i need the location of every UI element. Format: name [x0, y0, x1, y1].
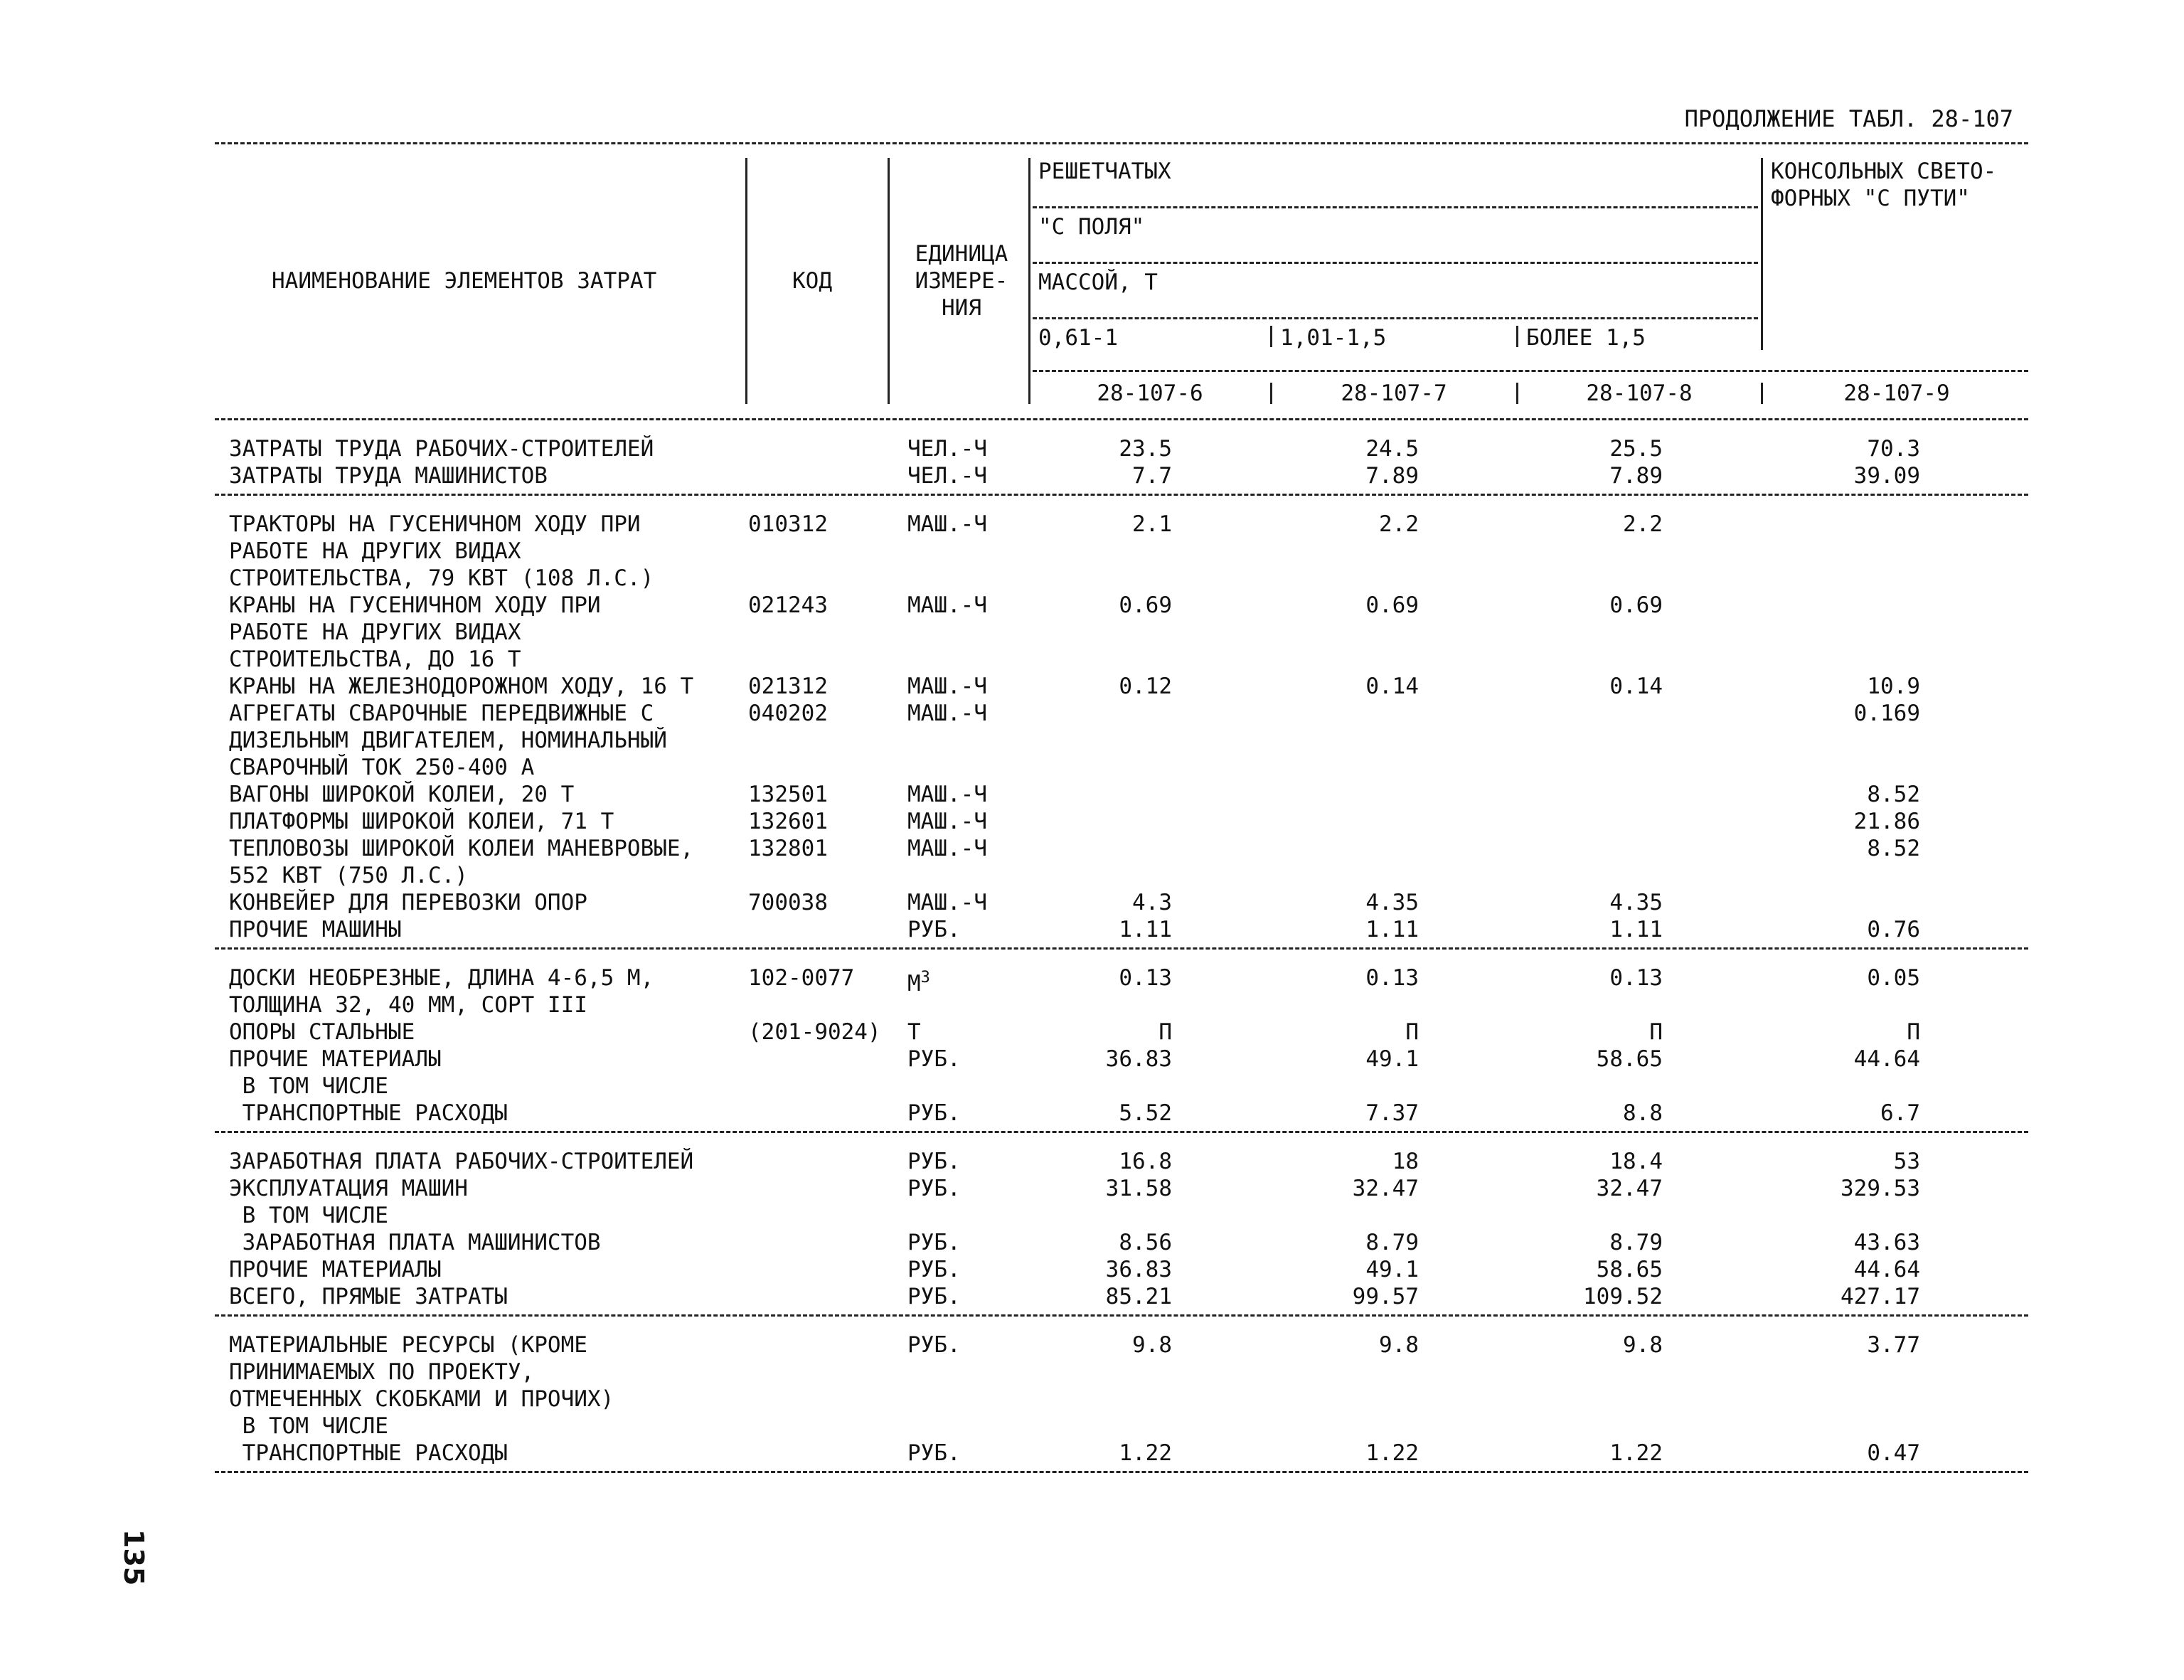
row-name-line: ПЛАТФОРМЫ ШИРОКОЙ КОЛЕИ, 71 Т — [229, 809, 614, 834]
row-unit: РУБ. — [907, 1440, 961, 1466]
section-rule — [215, 494, 2028, 496]
row-name-line: ПРОЧИЕ МАТЕРИАЛЫ — [229, 1257, 442, 1282]
header-group-console: ФОРНЫХ "С ПУТИ" — [1771, 186, 1970, 211]
row-code: 132501 — [748, 782, 828, 807]
row-value-8: 18.4 — [1609, 1149, 1663, 1174]
row-value-7: 4.35 — [1365, 890, 1419, 915]
row-name-line: ЗАРАБОТНАЯ ПЛАТА МАШИНИСТОВ — [229, 1230, 601, 1255]
row-code: 102-0077 — [748, 965, 855, 991]
row-name-line: ВСЕГО, ПРЯМЫЕ ЗАТРАТЫ — [229, 1284, 508, 1309]
row-value-7: 0.13 — [1365, 965, 1419, 991]
row-value-7: 18 — [1392, 1149, 1419, 1174]
row-value-9: П — [1907, 1019, 1920, 1045]
row-value-9: 8.52 — [1867, 782, 1920, 807]
section-rule — [215, 947, 2028, 950]
row-value-6: 36.83 — [1105, 1046, 1172, 1072]
row-name-line: В ТОМ ЧИСЛЕ — [229, 1413, 388, 1439]
section-rule — [215, 1131, 2028, 1133]
row-code: 021243 — [748, 592, 828, 618]
row-value-6: 7.7 — [1132, 463, 1172, 489]
section-rule — [215, 1314, 2028, 1317]
header-unit-line: ЕДИНИЦА — [915, 241, 1008, 267]
row-unit: РУБ. — [907, 1284, 961, 1309]
row-value-7: 9.8 — [1379, 1332, 1419, 1358]
header-separator — [745, 158, 747, 404]
row-value-6: 2.1 — [1132, 511, 1172, 537]
row-name-line: ЭКСПЛУАТАЦИЯ МАШИН — [229, 1176, 468, 1201]
row-value-7: 0.69 — [1365, 592, 1419, 618]
header-separator — [1761, 383, 1763, 404]
row-unit: МАШ.-Ч — [907, 592, 987, 618]
row-value-7: 7.37 — [1365, 1100, 1419, 1126]
row-value-8: 2.2 — [1623, 511, 1663, 537]
row-value-7: 49.1 — [1365, 1257, 1419, 1282]
header-group-console: КОНСОЛЬНЫХ СВЕТО- — [1771, 159, 1997, 184]
row-name-line: 552 КВТ (750 Л.С.) — [229, 863, 468, 888]
row-name-line: В ТОМ ЧИСЛЕ — [229, 1203, 388, 1228]
row-value-7: П — [1405, 1019, 1419, 1045]
row-value-6: 23.5 — [1119, 436, 1172, 462]
header-code-cell: 28-107-9 — [1843, 381, 1950, 406]
row-value-9: 6.7 — [1880, 1100, 1920, 1126]
row-value-8: 9.8 — [1623, 1332, 1663, 1358]
row-name-line: РАБОТЕ НА ДРУГИХ ВИДАХ — [229, 538, 521, 564]
header-mass-range: 1,01-1,5 — [1280, 325, 1387, 351]
row-unit: МАШ.-Ч — [907, 836, 987, 861]
row-name-line: РАБОТЕ НА ДРУГИХ ВИДАХ — [229, 620, 521, 645]
row-unit: МАШ.-Ч — [907, 511, 987, 537]
header-separator — [1028, 158, 1030, 404]
row-code: 700038 — [748, 890, 828, 915]
row-value-7: 1.11 — [1365, 917, 1419, 942]
row-value-9: 10.9 — [1867, 674, 1920, 699]
header-separator — [1516, 326, 1518, 347]
header-code-column: КОД — [792, 268, 832, 294]
row-code: (201-9024) — [748, 1019, 881, 1045]
row-value-7: 49.1 — [1365, 1046, 1419, 1072]
row-value-8: 109.52 — [1583, 1284, 1663, 1309]
row-value-6: 0.69 — [1119, 592, 1172, 618]
row-name-line: МАТЕРИАЛЬНЫЕ РЕСУРСЫ (КРОМЕ — [229, 1332, 587, 1358]
row-name-line: ЗАТРАТЫ ТРУДА РАБОЧИХ-СТРОИТЕЛЕЙ — [229, 436, 654, 462]
row-value-9: 0.169 — [1853, 701, 1920, 726]
row-name-line: ПРОЧИЕ МАТЕРИАЛЫ — [229, 1046, 442, 1072]
row-value-6: 1.11 — [1119, 917, 1172, 942]
header-code-cell: 28-107-7 — [1341, 381, 1447, 406]
row-value-6: П — [1158, 1019, 1172, 1045]
header-separator — [888, 158, 890, 404]
row-name-line: ТРАКТОРЫ НА ГУСЕНИЧНОМ ХОДУ ПРИ — [229, 511, 641, 537]
row-value-6: 31.58 — [1105, 1176, 1172, 1201]
row-name-line: ОТМЕЧЕННЫХ СКОБКАМИ И ПРОЧИХ) — [229, 1386, 614, 1412]
header-group-field: "С ПОЛЯ" — [1038, 214, 1145, 240]
row-value-7: 7.89 — [1365, 463, 1419, 489]
row-unit: РУБ. — [907, 1149, 961, 1174]
row-value-7: 99.57 — [1352, 1284, 1419, 1309]
header-group-lattice: РЕШЕТЧАТЫХ — [1038, 159, 1171, 184]
section-rule — [215, 1471, 2028, 1473]
row-code: 010312 — [748, 511, 828, 537]
header-mass-range: 0,61-1 — [1038, 325, 1118, 351]
row-value-9: 21.86 — [1853, 809, 1920, 834]
section-rule — [215, 418, 2028, 420]
header-unit-line: ИЗМЕРЕ- — [915, 268, 1008, 294]
row-value-6: 0.13 — [1119, 965, 1172, 991]
row-unit: ЧЕЛ.-Ч — [907, 463, 987, 489]
row-value-8: 0.14 — [1609, 674, 1663, 699]
row-name-line: ТРАНСПОРТНЫЕ РАСХОДЫ — [229, 1100, 508, 1126]
row-value-9: 44.64 — [1853, 1257, 1920, 1282]
header-unit-line: НИЯ — [942, 295, 981, 321]
header-inner-rule — [1033, 262, 1758, 264]
row-value-9: 44.64 — [1853, 1046, 1920, 1072]
row-unit: ЧЕЛ.-Ч — [907, 436, 987, 462]
row-name-line: СТРОИТЕЛЬСТВА, 79 КВТ (108 Л.С.) — [229, 565, 654, 591]
row-value-7: 8.79 — [1365, 1230, 1419, 1255]
row-value-6: 85.21 — [1105, 1284, 1172, 1309]
row-unit: $М^3$ — [907, 969, 930, 996]
row-name-line: В ТОМ ЧИСЛЕ — [229, 1073, 388, 1099]
row-value-7: 24.5 — [1365, 436, 1419, 462]
row-unit: РУБ. — [907, 1257, 961, 1282]
row-unit: МАШ.-Ч — [907, 701, 987, 726]
row-value-7: 2.2 — [1379, 511, 1419, 537]
row-name-line: ОПОРЫ СТАЛЬНЫЕ — [229, 1019, 415, 1045]
row-name-line: ТРАНСПОРТНЫЕ РАСХОДЫ — [229, 1440, 508, 1466]
header-separator — [1270, 383, 1272, 404]
row-code: 021312 — [748, 674, 828, 699]
row-value-7: 32.47 — [1352, 1176, 1419, 1201]
row-value-8: 8.8 — [1623, 1100, 1663, 1126]
row-value-9: 427.17 — [1841, 1284, 1920, 1309]
row-value-8: 58.65 — [1596, 1257, 1663, 1282]
row-name-line: ДОСКИ НЕОБРЕЗНЫЕ, ДЛИНА 4-6,5 М, — [229, 965, 654, 991]
row-name-line: КРАНЫ НА ГУСЕНИЧНОМ ХОДУ ПРИ — [229, 592, 601, 618]
row-unit: РУБ. — [907, 917, 961, 942]
row-value-9: 329.53 — [1841, 1176, 1920, 1201]
row-name-line: СВАРОЧНЫЙ ТОК 250-400 А — [229, 755, 535, 780]
row-value-8: 1.11 — [1609, 917, 1663, 942]
row-value-9: 53 — [1893, 1149, 1920, 1174]
row-value-9: 43.63 — [1853, 1230, 1920, 1255]
row-code: 132601 — [748, 809, 828, 834]
row-unit: МАШ.-Ч — [907, 809, 987, 834]
row-unit: Т — [907, 1019, 921, 1045]
row-value-9: 3.77 — [1867, 1332, 1920, 1358]
row-name-line: ДИЗЕЛЬНЫМ ДВИГАТЕЛЕМ, НОМИНАЛЬНЫЙ — [229, 728, 667, 753]
header-name-column: НАИМЕНОВАНИЕ ЭЛЕМЕНТОВ ЗАТРАТ — [272, 268, 657, 294]
row-value-8: 8.79 — [1609, 1230, 1663, 1255]
continuation-caption: ПРОДОЛЖЕНИЕ ТАБЛ. 28-107 — [1684, 105, 2013, 132]
row-value-8: 0.13 — [1609, 965, 1663, 991]
row-name-line: СТРОИТЕЛЬСТВА, ДО 16 Т — [229, 647, 521, 672]
row-value-6: 1.22 — [1119, 1440, 1172, 1466]
row-value-6: 36.83 — [1105, 1257, 1172, 1282]
row-code: 040202 — [748, 701, 828, 726]
row-name-line: ТЕПЛОВОЗЫ ШИРОКОЙ КОЛЕИ МАНЕВРОВЫЕ, — [229, 836, 694, 861]
header-separator — [1516, 383, 1518, 404]
row-name-line: ПРИНИМАЕМЫХ ПО ПРОЕКТУ, — [229, 1359, 535, 1385]
row-value-6: 0.12 — [1119, 674, 1172, 699]
row-unit: РУБ. — [907, 1176, 961, 1201]
row-unit: МАШ.-Ч — [907, 890, 987, 915]
header-inner-rule — [1033, 206, 1758, 208]
row-value-8: П — [1649, 1019, 1663, 1045]
row-value-9: 39.09 — [1853, 463, 1920, 489]
unit-superscript: 3 — [920, 969, 930, 987]
row-unit: РУБ. — [907, 1100, 961, 1126]
row-value-9: 0.05 — [1867, 965, 1920, 991]
row-name-line: ТОЛЩИНА 32, 40 ММ, СОРТ III — [229, 992, 587, 1018]
header-group-mass: МАССОЙ, Т — [1038, 270, 1158, 295]
row-unit: РУБ. — [907, 1046, 961, 1072]
row-value-8: 32.47 — [1596, 1176, 1663, 1201]
header-inner-rule — [1033, 370, 2028, 372]
row-name-line: ЗАТРАТЫ ТРУДА МАШИНИСТОВ — [229, 463, 548, 489]
page-number: 135 — [118, 1529, 149, 1586]
header-inner-rule — [1033, 317, 1758, 319]
row-unit: РУБ. — [907, 1230, 961, 1255]
row-value-9: 0.47 — [1867, 1440, 1920, 1466]
row-value-6: 9.8 — [1132, 1332, 1172, 1358]
row-value-7: 1.22 — [1365, 1440, 1419, 1466]
row-value-8: 7.89 — [1609, 463, 1663, 489]
header-separator — [1761, 158, 1763, 350]
row-value-9: 70.3 — [1867, 436, 1920, 462]
row-name-line: ВАГОНЫ ШИРОКОЙ КОЛЕИ, 20 Т — [229, 782, 575, 807]
row-unit: МАШ.-Ч — [907, 674, 987, 699]
header-code-cell: 28-107-6 — [1097, 381, 1203, 406]
row-value-8: 58.65 — [1596, 1046, 1663, 1072]
row-value-6: 4.3 — [1132, 890, 1172, 915]
row-name-line: АГРЕГАТЫ СВАРОЧНЫЕ ПЕРЕДВИЖНЫЕ С — [229, 701, 654, 726]
row-value-8: 1.22 — [1609, 1440, 1663, 1466]
row-unit: МАШ.-Ч — [907, 782, 987, 807]
row-name-line: КОНВЕЙЕР ДЛЯ ПЕРЕВОЗКИ ОПОР — [229, 890, 587, 915]
header-separator — [1270, 326, 1272, 347]
row-unit: РУБ. — [907, 1332, 961, 1358]
row-value-9: 8.52 — [1867, 836, 1920, 861]
row-value-6: 5.52 — [1119, 1100, 1172, 1126]
header-code-cell: 28-107-8 — [1586, 381, 1693, 406]
row-name-line: ПРОЧИЕ МАШИНЫ — [229, 917, 402, 942]
row-name-line: КРАНЫ НА ЖЕЛЕЗНОДОРОЖНОМ ХОДУ, 16 Т — [229, 674, 694, 699]
header-mass-range: БОЛЕЕ 1,5 — [1526, 325, 1646, 351]
row-code: 132801 — [748, 836, 828, 861]
header-top-rule — [215, 142, 2028, 144]
row-value-6: 8.56 — [1119, 1230, 1172, 1255]
row-value-8: 4.35 — [1609, 890, 1663, 915]
row-name-line: ЗАРАБОТНАЯ ПЛАТА РАБОЧИХ-СТРОИТЕЛЕЙ — [229, 1149, 694, 1174]
row-value-8: 0.69 — [1609, 592, 1663, 618]
row-value-7: 0.14 — [1365, 674, 1419, 699]
row-value-6: 16.8 — [1119, 1149, 1172, 1174]
row-value-9: 0.76 — [1867, 917, 1920, 942]
row-value-8: 25.5 — [1609, 436, 1663, 462]
